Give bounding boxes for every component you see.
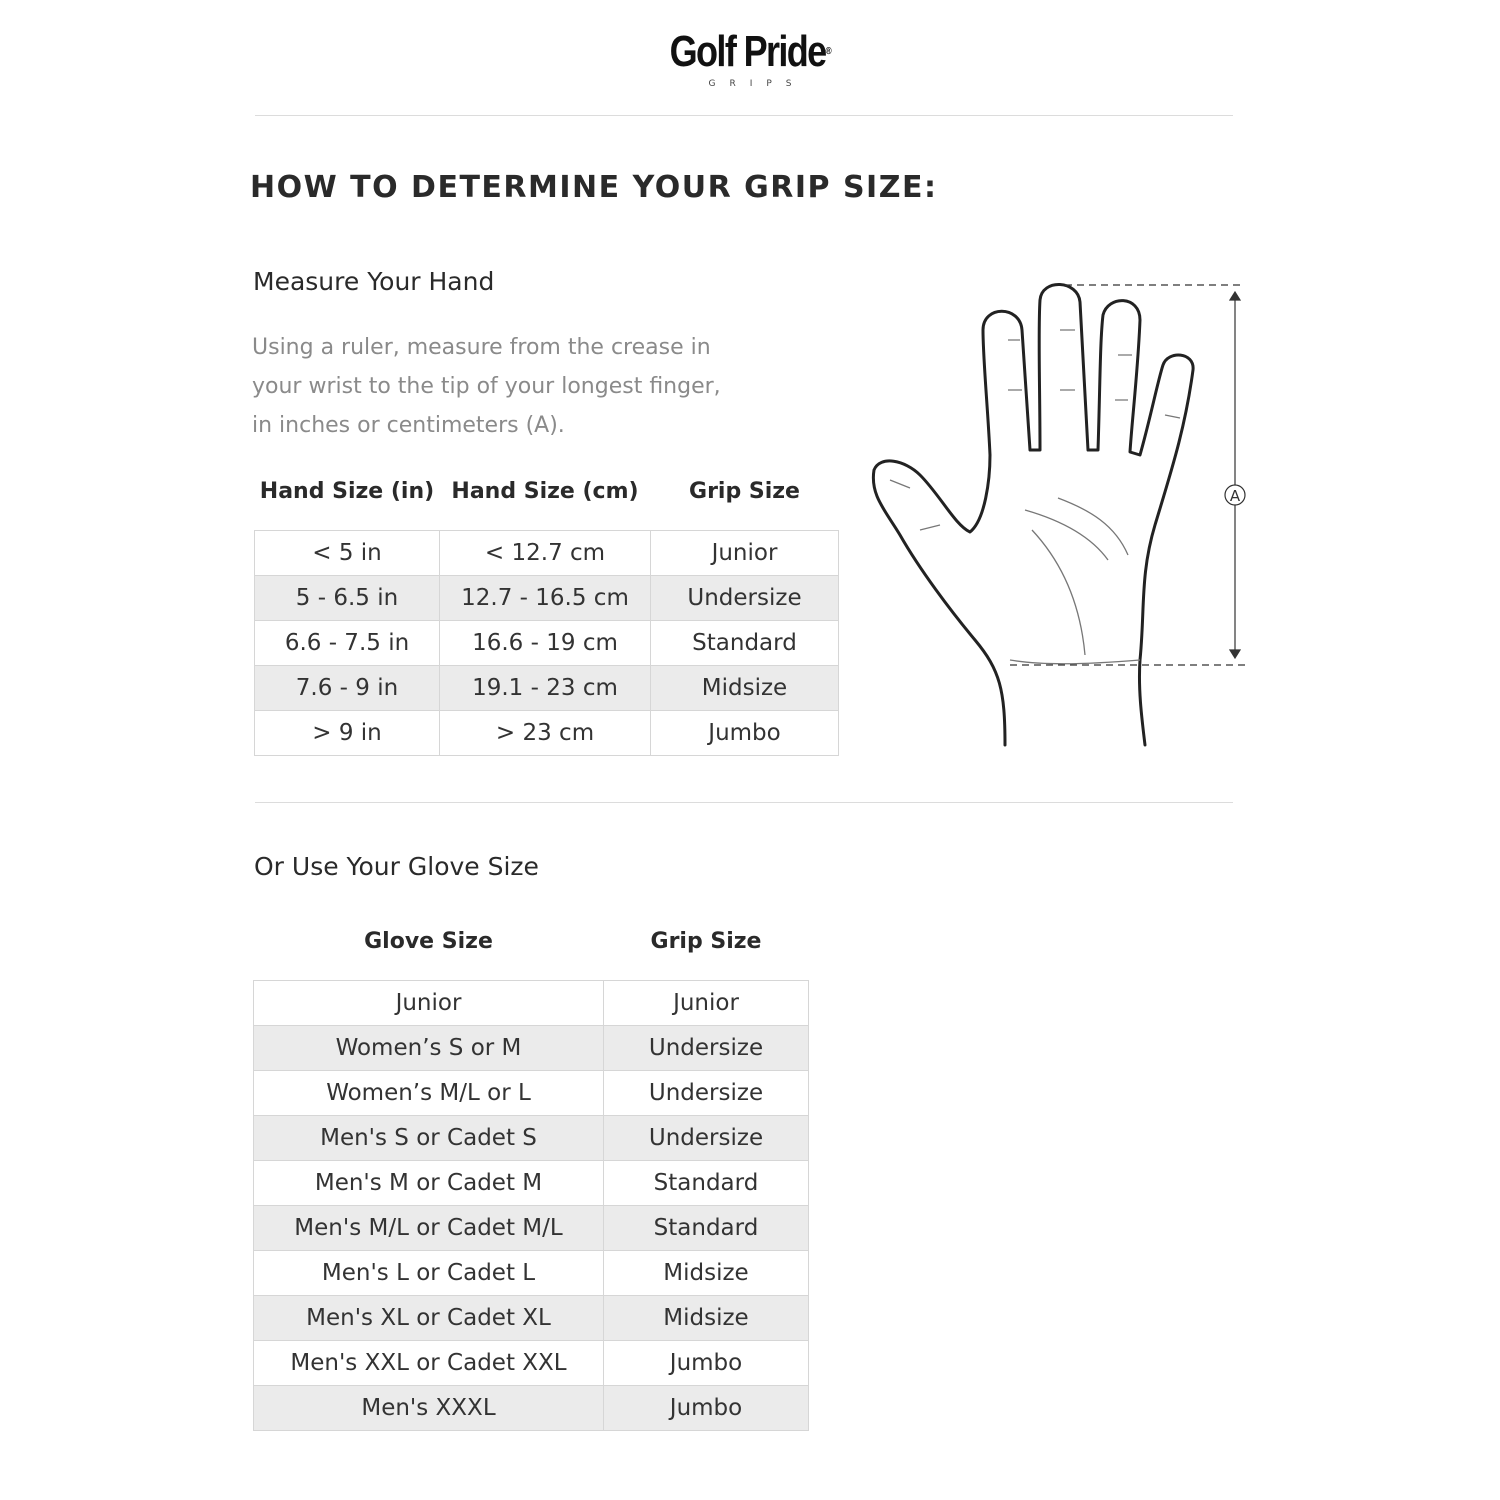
table-row [254,1386,809,1431]
measurement-line-icon [1010,285,1245,665]
measure-description: Using a ruler, measure from the crease in your wrist to the tip of your longest finger, in inches or centimeters (A). [252,335,721,438]
table-cell: Women’s S or M [254,1026,604,1071]
glove-size-table [253,912,809,1431]
table-cell: Men's XXXL [254,1386,604,1431]
table-cell: Jumbo [604,1386,809,1431]
table-cell: Standard [604,1161,809,1206]
column-header: Hand Size (cm) [451,478,639,504]
hand-diagram [860,270,1260,760]
table-row [254,1206,809,1251]
table-cell: 16.6 - 19 cm [440,621,651,666]
table-cell: Junior [254,981,604,1026]
table-cell: Standard [604,1206,809,1251]
table-cell: Midsize [651,666,839,711]
table-row [255,711,839,756]
table-cell: Undersize [604,1026,809,1071]
table-cell: > 9 in [255,711,440,756]
table-cell: Men's XXL or Cadet XXL [254,1341,604,1386]
measurement-label: A [1229,487,1241,505]
registered-mark: ® [825,46,831,57]
table-row [254,981,809,1026]
table-row [255,621,839,666]
table-cell: < 12.7 cm [440,531,651,576]
table-row [255,666,839,711]
table-cell: Junior [651,531,839,576]
table-row [254,1116,809,1161]
hand-outline-icon [873,284,1193,745]
table-row [254,1341,809,1386]
measure-heading: Measure Your Hand [253,267,495,296]
table-cell: < 5 in [255,531,440,576]
table-row [254,1071,809,1116]
table-cell: Undersize [651,576,839,621]
column-header: Glove Size [364,928,493,954]
table-cell: Jumbo [604,1341,809,1386]
table-row [254,1296,809,1341]
divider [255,802,1233,803]
table-cell: 12.7 - 16.5 cm [440,576,651,621]
table-cell: Midsize [604,1251,809,1296]
table-cell: 19.1 - 23 cm [440,666,651,711]
table-cell: Men's M or Cadet M [254,1161,604,1206]
table-cell: Undersize [604,1116,809,1161]
table-cell: 5 - 6.5 in [255,576,440,621]
divider [255,115,1233,116]
page-title: HOW TO DETERMINE YOUR GRIP SIZE: [250,170,938,205]
table-cell: Midsize [604,1296,809,1341]
glove-heading: Or Use Your Glove Size [254,852,539,881]
table-cell: Undersize [604,1071,809,1116]
brand-name: Golf Pride [669,27,826,76]
table-cell: Men's S or Cadet S [254,1116,604,1161]
table-row [254,1026,809,1071]
hand-size-table [254,462,839,756]
table-cell: Junior [604,981,809,1026]
table-cell: 7.6 - 9 in [255,666,440,711]
table-cell: Jumbo [651,711,839,756]
table-row [255,531,839,576]
table-row [255,576,839,621]
column-header: Hand Size (in) [259,478,435,504]
column-header: Grip Size [689,478,800,504]
column-header: Grip Size [650,928,762,954]
table-row [254,1251,809,1296]
table-cell: Women’s M/L or L [254,1071,604,1116]
table-cell: Men's M/L or Cadet M/L [254,1206,604,1251]
table-cell: Standard [651,621,839,666]
brand-logo [0,28,1500,90]
table-cell: 6.6 - 7.5 in [255,621,440,666]
table-cell: Men's L or Cadet L [254,1251,604,1296]
table-row [254,1161,809,1206]
table-cell: Men's XL or Cadet XL [254,1296,604,1341]
table-cell: > 23 cm [440,711,651,756]
brand-subtitle: GRIPS [708,79,806,89]
